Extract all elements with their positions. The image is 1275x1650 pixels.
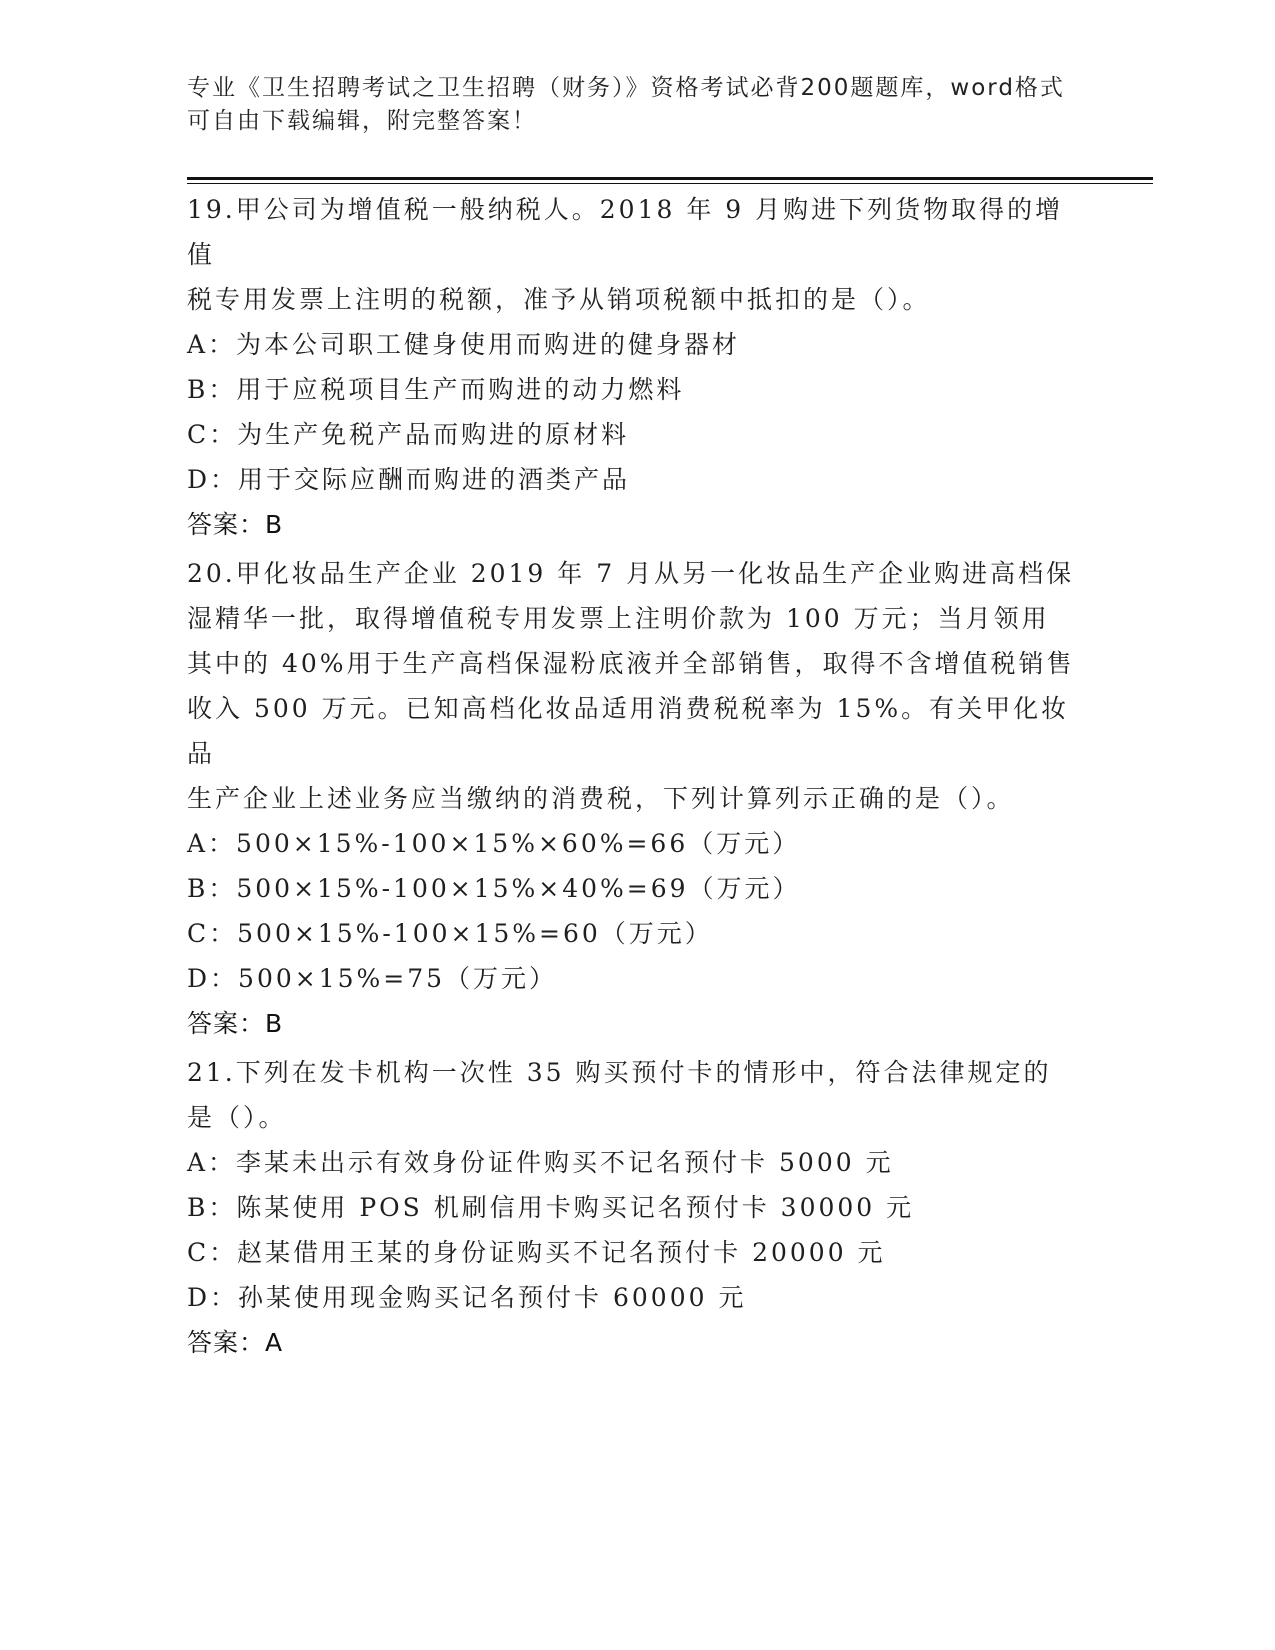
- question-21: [187, 1050, 1087, 1365]
- option-a: A：为本公司职工健身使用而购进的健身器材: [187, 330, 741, 359]
- option-c: C：赵某借用王某的身份证购买不记名预付卡 20000 元: [187, 1238, 886, 1267]
- option-d: D：用于交际应酬而购进的酒类产品: [187, 465, 631, 494]
- option-c: C：为生产免税产品而购进的原材料: [187, 420, 630, 449]
- option-b: B：500×15%-100×15%×40%=69（万元）: [187, 874, 801, 903]
- stem-line: 20.甲化妆品生产企业 2019 年 7 月从另一化妆品生产企业购进高档保: [187, 559, 1075, 588]
- header-line-1: 专业《卫生招聘考试之卫生招聘（财务）》资格考试必背200题题库，word格式: [187, 75, 1065, 101]
- question-20: [187, 551, 1087, 1046]
- question-stem: [187, 1050, 1087, 1140]
- question-19: [187, 187, 1087, 547]
- option-d: D：500×15%=75（万元）: [187, 964, 558, 993]
- header-rule-thick: [187, 177, 1153, 180]
- answer-line: 答案：B: [187, 1009, 284, 1038]
- answer-line: 答案：B: [187, 510, 284, 539]
- option-b: B：用于应税项目生产而购进的动力燃料: [187, 375, 685, 404]
- option-c: C：500×15%-100×15%=60（万元）: [187, 919, 713, 948]
- stem-line: 税专用发票上注明的税额，准予从销项税额中抵扣的是（）。: [187, 285, 931, 314]
- option-a: A：李某未出示有效身份证件购买不记名预付卡 5000 元: [187, 1148, 894, 1177]
- stem-line: 其中的 40%用于生产高档保湿粉底液并全部销售，取得不含增值税销售: [187, 649, 1075, 678]
- stem-line: 湿精华一批，取得增值税专用发票上注明价款为 100 万元；当月领用: [187, 604, 1050, 633]
- option-a: A：500×15%-100×15%×60%=66（万元）: [187, 829, 801, 858]
- stem-line: 19.甲公司为增值税一般纳税人。2018 年 9 月购进下列货物取得的增值: [187, 195, 1064, 269]
- document-header: [187, 72, 1067, 138]
- stem-line: 生产企业上述业务应当缴纳的消费税，下列计算列示正确的是（）。: [187, 784, 1015, 813]
- stem-line: 收入 500 万元。已知高档化妆品适用消费税税率为 15%。有关甲化妆品: [187, 694, 1070, 768]
- header-line-2: 可自由下载编辑，附完整答案！: [187, 108, 537, 134]
- question-stem: [187, 187, 1087, 322]
- stem-line: 21.下列在发卡机构一次性 35 购买预付卡的情形中，符合法律规定的: [187, 1058, 1052, 1087]
- stem-line: 是（）。: [187, 1103, 287, 1132]
- option-b: B：陈某使用 POS 机刷信用卡购买记名预付卡 30000 元: [187, 1193, 915, 1222]
- question-stem: [187, 551, 1087, 821]
- option-d: D：孙某使用现金购买记名预付卡 60000 元: [187, 1283, 747, 1312]
- answer-line: 答案：A: [187, 1328, 284, 1357]
- header-rule-thin: [187, 183, 1153, 184]
